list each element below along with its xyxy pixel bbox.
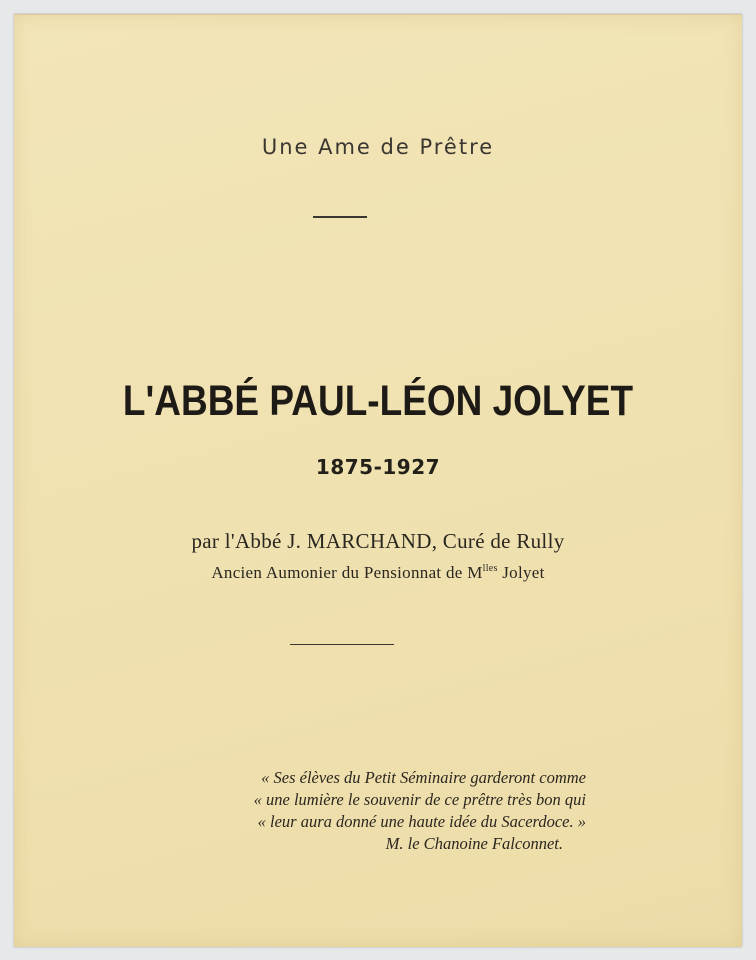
- epigraph-quote: [14, 767, 586, 855]
- book-cover-page: [14, 14, 742, 947]
- top-divider: [313, 216, 367, 218]
- life-dates: 1875-1927: [315, 455, 441, 479]
- middle-divider: [290, 644, 394, 645]
- quote-attribution: M. le Chanoine Falconnet.: [385, 834, 563, 853]
- role-prefix: Ancien Aumonier du Pensionnat de M: [211, 563, 483, 582]
- author-role: [14, 563, 742, 583]
- quote-line-3: « leur aura donné une haute idée du Sacerdoce. »: [257, 812, 586, 831]
- author-line: par l'Abbé J. MARCHAND, Curé de Rully: [191, 529, 565, 553]
- role-superscript: lles: [482, 563, 498, 574]
- supertitle: Une Ame de Prêtre: [261, 135, 495, 159]
- main-title: L'ABBÉ PAUL-LÉON JOLYET: [122, 377, 634, 425]
- quote-line-2: « une lumière le souvenir de ce prêtre très bon qui: [253, 790, 586, 809]
- quote-line-1: « Ses élèves du Petit Séminaire garderont comme: [261, 768, 586, 787]
- role-suffix: Jolyet: [497, 563, 545, 582]
